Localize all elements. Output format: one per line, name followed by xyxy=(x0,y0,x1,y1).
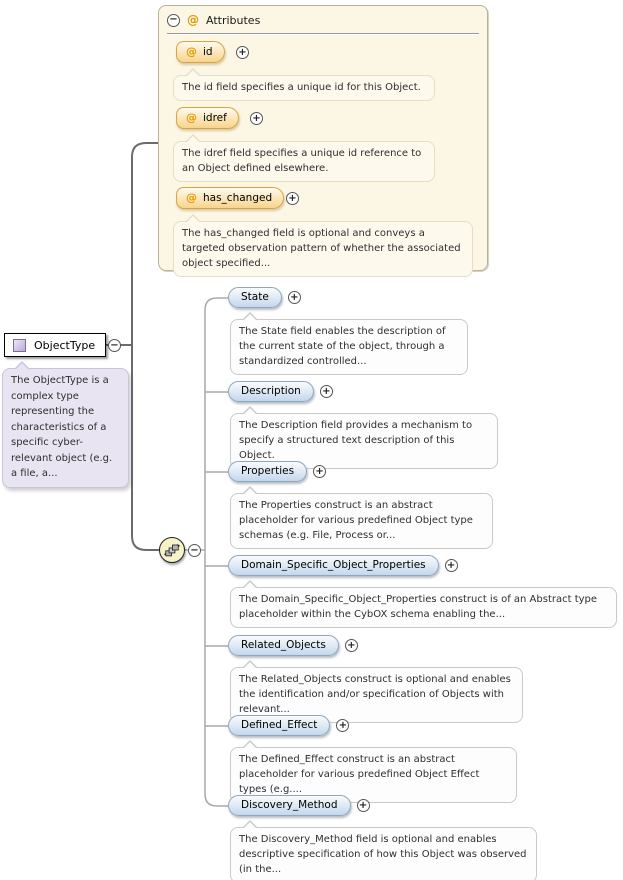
root-label: ObjectType xyxy=(34,338,96,352)
sequence-icon xyxy=(162,540,182,560)
plus-circle-icon[interactable]: + xyxy=(445,559,458,572)
attribute-node-idref[interactable] xyxy=(176,107,239,129)
element-description: The Related_Objects construct is optional and enables the identification and/or specification of Objects with relevant... xyxy=(230,667,523,723)
at-symbol-icon: @ xyxy=(186,191,197,204)
element-node-properties xyxy=(228,461,326,482)
element-node-state xyxy=(228,287,301,308)
root-node-objecttype[interactable] xyxy=(4,333,106,357)
sequence-compositor[interactable] xyxy=(159,537,185,563)
attribute-description: The has_changed field is optional and conveys a targeted observation pattern of whether the associated object specified... xyxy=(173,221,473,277)
plus-circle-icon[interactable]: + xyxy=(320,385,333,398)
element-badge[interactable]: Description xyxy=(228,381,314,402)
attributes-panel xyxy=(158,5,488,271)
element-badge[interactable]: Domain_Specific_Object_Properties xyxy=(228,555,439,576)
plus-circle-icon[interactable]: + xyxy=(236,46,249,59)
minus-circle-icon[interactable]: − xyxy=(167,14,180,27)
attribute-node-has-changed[interactable] xyxy=(176,187,284,209)
attribute-description: The idref field specifies a unique id reference to an Object defined elsewhere. xyxy=(173,141,435,182)
element-node-related-objects xyxy=(228,635,358,656)
minus-circle-icon[interactable]: − xyxy=(108,339,121,352)
attribute-label: idref xyxy=(203,111,227,124)
attributes-title: Attributes xyxy=(206,13,261,27)
attribute-label: id xyxy=(203,45,213,58)
element-node-description xyxy=(228,381,333,402)
plus-circle-icon[interactable]: + xyxy=(250,112,263,125)
attribute-node-id[interactable] xyxy=(176,41,225,63)
element-description: The Description field provides a mechanism to specify a structured text description of this Object. xyxy=(230,413,498,469)
at-symbol-icon: @ xyxy=(186,111,197,124)
plus-circle-icon[interactable]: + xyxy=(286,192,299,205)
element-node-discovery-method xyxy=(228,795,370,816)
element-description: The Discovery_Method field is optional and enables descriptive specification of how this Object was observed (in the... xyxy=(230,827,537,880)
element-node-domain-specific-object-properties xyxy=(228,555,458,576)
header-divider xyxy=(167,33,479,35)
plus-circle-icon[interactable]: + xyxy=(288,291,301,304)
root-tooltip: The ObjectType is a complex type representing the characteristics of a specific cyber-relevant object (e.g. a file, a... xyxy=(2,368,129,488)
attribute-description: The id field specifies a unique id for this Object. xyxy=(173,75,435,101)
element-badge[interactable]: Related_Objects xyxy=(228,635,339,656)
attributes-header xyxy=(167,13,260,27)
element-badge[interactable]: Properties xyxy=(228,461,307,482)
element-badge[interactable]: State xyxy=(228,287,282,308)
plus-circle-icon[interactable]: + xyxy=(336,719,349,732)
plus-circle-icon[interactable]: + xyxy=(313,465,326,478)
plus-circle-icon[interactable]: + xyxy=(345,639,358,652)
element-badge[interactable]: Defined_Effect xyxy=(228,715,330,736)
at-symbol-icon: @ xyxy=(186,45,197,58)
element-description: The Defined_Effect construct is an abstract placeholder for various predefined Object Effect types (e.g.... xyxy=(230,747,517,803)
attribute-label: has_changed xyxy=(203,191,273,204)
minus-circle-icon[interactable]: − xyxy=(188,544,201,557)
element-badge[interactable]: Discovery_Method xyxy=(228,795,351,816)
element-description: The Domain_Specific_Object_Properties construct is of an Abstract type placeholder within the CybOX schema enabling the... xyxy=(230,587,617,628)
type-square-icon xyxy=(13,339,26,352)
element-description: The Properties construct is an abstract placeholder for various predefined Object type schemas (e.g. File, Process or... xyxy=(230,493,493,549)
plus-circle-icon[interactable]: + xyxy=(357,799,370,812)
element-node-defined-effect xyxy=(228,715,349,736)
at-symbol-icon: @ xyxy=(187,13,199,27)
element-description: The State field enables the description of the current state of the object, through a standardized controlled... xyxy=(230,319,468,375)
